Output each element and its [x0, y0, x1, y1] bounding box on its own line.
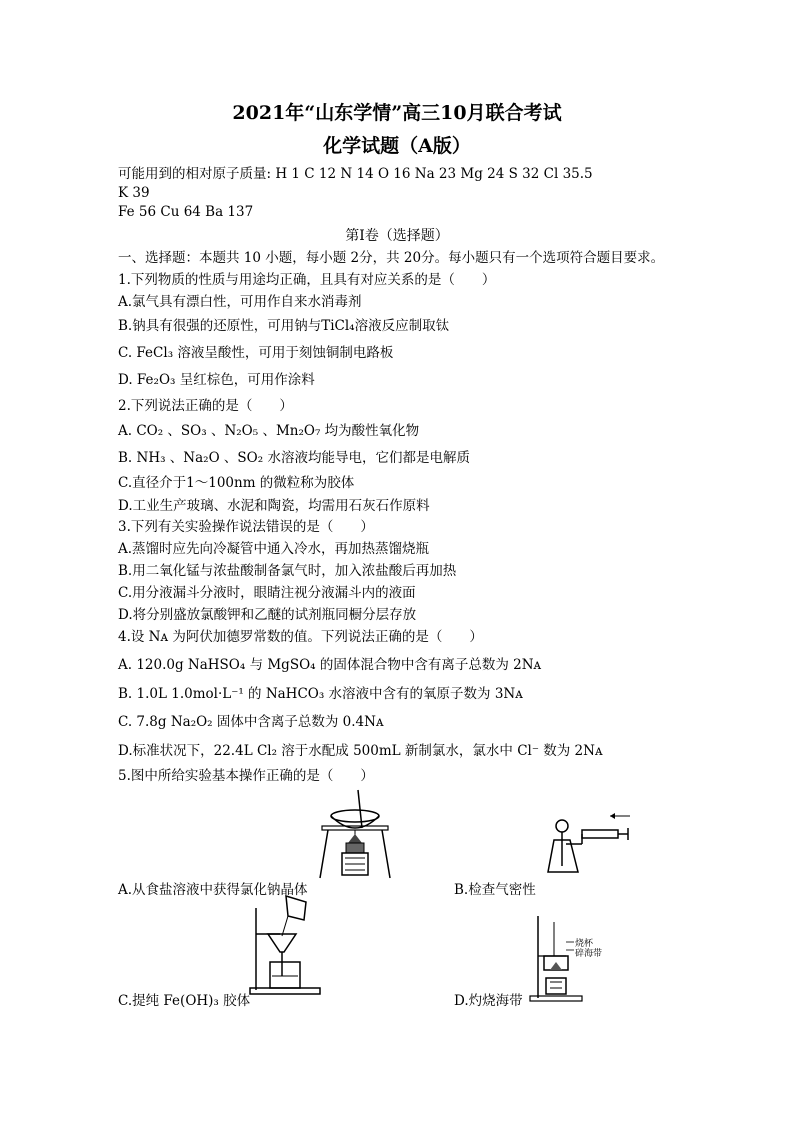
q4-stem: 4.设 Nᴀ 为阿伏加德罗常数的值。下列说法正确的是（ ） — [118, 629, 483, 645]
q3-stem: 3.下列有关实验操作说法错误的是（ ） — [118, 519, 374, 535]
q1-option-d: D. Fe₂O₃ 呈红棕色，可用作涂料 — [118, 372, 315, 388]
figure-airtightness-apparatus — [540, 806, 636, 882]
exam-subtitle: 化学试题（A版） — [323, 135, 471, 157]
q4-option-b: B. 1.0L 1.0mol·L⁻¹ 的 NaHCO₃ 水溶液中含有的氧原子数为 3Nᴀ — [118, 686, 523, 702]
q3-option-d: D.将分别盛放氯酸钾和乙醚的试剂瓶同橱分层存放 — [118, 607, 417, 623]
atomic-mass-line-1: 可能用到的相对原子质量: H 1 C 12 N 14 O 16 Na 23 Mg 24 S 32 Cl 35.5 — [118, 166, 593, 182]
q1-option-a: A.氯气具有漂白性，可用作自来水消毒剂 — [118, 294, 362, 310]
q4-option-a: A. 120.0g NaHSO₄ 与 MgSO₄ 的固体混合物中含有离子总数为 2Nᴀ — [118, 657, 542, 673]
q1-option-b: B.钠具有很强的还原性，可用钠与TiCl₄溶液反应制取钛 — [118, 318, 450, 334]
q5-option-d: D.灼烧海带 — [454, 993, 523, 1009]
figure-d-label-seaweed: 碎海带 — [575, 949, 603, 959]
q3-option-b: B.用二氧化锰与浓盐酸制备氯气时，加入浓盐酸后再加热 — [118, 563, 457, 579]
figure-evaporation-apparatus — [310, 788, 400, 884]
figure-d-label-beaker: 烧杯 — [575, 939, 594, 949]
q2-option-a: A. CO₂ 、SO₃ 、N₂O₅ 、Mn₂O₇ 均为酸性氧化物 — [118, 423, 420, 439]
section-title: 第Ⅰ卷（选择题） — [345, 228, 449, 244]
q1-stem: 1.下列物质的性质与用途均正确，且具有对应关系的是（ ） — [118, 272, 496, 288]
q3-option-a: A.蒸馏时应先向冷凝管中通入冷水，再加热蒸馏烧瓶 — [118, 541, 430, 557]
exam-title: 2021年“山东学情”高三10月联合考试 — [232, 102, 562, 124]
q2-stem: 2.下列说法正确的是（ ） — [118, 398, 293, 414]
figure-filtration-apparatus — [246, 888, 336, 998]
q3-option-c: C.用分液漏斗分液时，眼睛注视分液漏斗内的液面 — [118, 585, 416, 601]
atomic-mass-line-2: K 39 — [118, 185, 150, 201]
q2-option-b: B. NH₃ 、Na₂O 、SO₂ 水溶液均能导电，它们都是电解质 — [118, 450, 470, 466]
q5-option-c: C.提纯 Fe(OH)₃ 胶体 — [118, 993, 251, 1009]
q5-option-b: B.检查气密性 — [454, 882, 536, 898]
q5-stem: 5.图中所给实验基本操作正确的是（ ） — [118, 768, 374, 784]
q4-option-d: D.标准状况下，22.4L Cl₂ 溶于水配成 500mL 新制氯水，氯水中 Cl⁻ 数为 2Nᴀ — [118, 743, 603, 759]
q5-option-a: A.从食盐溶液中获得氯化钠晶体 — [118, 882, 308, 898]
q2-option-c: C.直径介于1～100nm 的微粒称为胶体 — [118, 475, 355, 491]
q1-option-c: C. FeCl₃ 溶液呈酸性，可用于刻蚀铜制电路板 — [118, 345, 394, 361]
q4-option-c: C. 7.8g Na₂O₂ 固体中含离子总数为 0.4Nᴀ — [118, 714, 384, 730]
instructions: 一、选择题：本题共 10 小题，每小题 2分，共 20分。每小题只有一个选项符合题目要求。 — [118, 250, 665, 266]
q2-option-d: D.工业生产玻璃、水泥和陶瓷，均需用石灰石作原料 — [118, 498, 430, 514]
atomic-mass-line-3: Fe 56 Cu 64 Ba 137 — [118, 204, 254, 220]
